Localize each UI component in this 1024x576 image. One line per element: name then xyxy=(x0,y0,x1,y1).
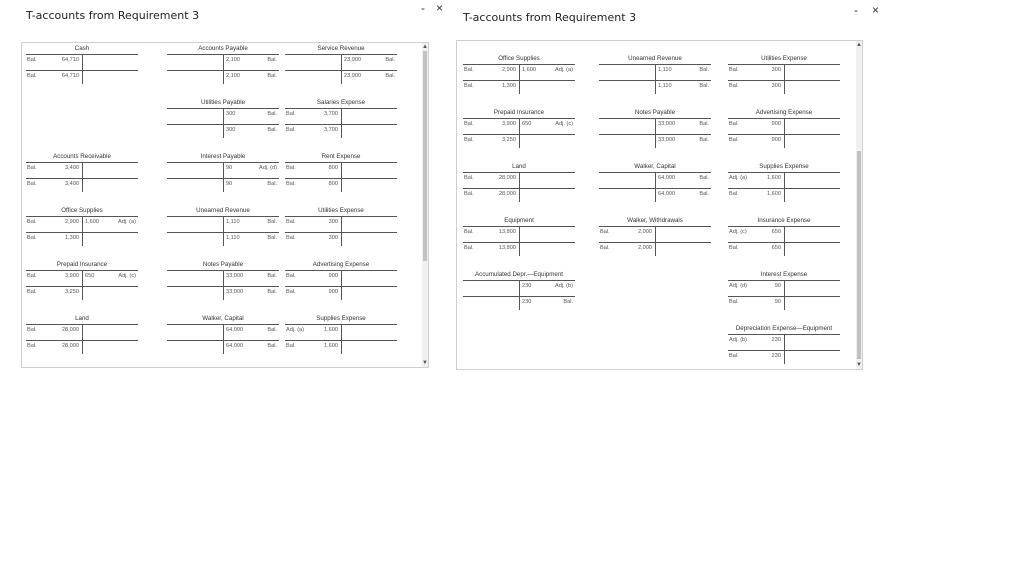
debit-amount: 300 xyxy=(771,67,781,73)
credit-label: Bal. xyxy=(267,111,277,117)
debit-amount: 2,900 xyxy=(65,219,79,225)
debit-amount: 90 xyxy=(774,283,781,289)
t-account xyxy=(285,153,397,203)
debit-amount: 2,900 xyxy=(502,67,516,73)
credit-amount: 650 xyxy=(522,121,532,127)
t-account-title: Supplies Expense xyxy=(759,163,809,170)
t-account-divider xyxy=(223,324,224,354)
debit-amount: 1,600 xyxy=(324,343,338,349)
t-account-divider xyxy=(82,162,83,192)
debit-label: Bal. xyxy=(286,273,296,279)
balance-rule xyxy=(463,134,575,135)
credit-label: Bal. xyxy=(267,127,277,133)
debit-label: Bal. xyxy=(27,289,37,295)
t-account xyxy=(285,45,397,95)
credit-label: Adj. (a) xyxy=(554,67,573,73)
debit-amount: 900 xyxy=(328,273,338,279)
debit-label: Bal. xyxy=(27,181,37,187)
balance-rule xyxy=(167,232,279,233)
balance-rule xyxy=(26,340,138,341)
debit-amount: 3,700 xyxy=(324,127,338,133)
t-account-divider xyxy=(655,118,656,148)
t-account-divider xyxy=(341,108,342,138)
debit-label: Bal. xyxy=(729,353,739,359)
t-account xyxy=(167,45,279,95)
t-account-divider xyxy=(341,216,342,246)
t-account-divider xyxy=(223,162,224,192)
credit-amount: 2,100 xyxy=(226,73,240,79)
t-account-title: Service Revenue xyxy=(317,45,365,52)
t-account-divider xyxy=(784,64,785,94)
debit-amount: 13,800 xyxy=(498,245,516,251)
balance-rule xyxy=(285,124,397,125)
credit-amount: 1,600 xyxy=(85,219,99,225)
debit-amount: 3,400 xyxy=(65,165,79,171)
minimize-button[interactable]: - xyxy=(854,3,858,17)
t-account xyxy=(285,315,397,365)
debit-amount: 13,800 xyxy=(498,229,516,235)
credit-amount: 64,000 xyxy=(226,327,244,333)
scroll-thumb[interactable] xyxy=(857,151,861,359)
window-title: T-accounts from Requirement 3 xyxy=(26,9,200,22)
debit-amount: 1,600 xyxy=(767,191,781,197)
t-account xyxy=(728,271,840,321)
debit-amount: 1,600 xyxy=(324,327,338,333)
t-account-divider xyxy=(82,270,83,300)
balance-rule xyxy=(285,340,397,341)
debit-label: Bal. xyxy=(729,191,739,197)
balance-rule xyxy=(167,340,279,341)
debit-label: Bal. xyxy=(286,127,296,133)
debit-label: Bal. xyxy=(464,83,474,89)
t-account-divider xyxy=(82,54,83,84)
balance-rule xyxy=(599,80,711,81)
debit-label: Bal. xyxy=(286,181,296,187)
t-account xyxy=(26,261,138,311)
t-account-divider xyxy=(341,162,342,192)
debit-label: Bal. xyxy=(600,229,610,235)
t-account xyxy=(167,207,279,257)
scrollbar[interactable] xyxy=(856,41,862,369)
debit-amount: 3,900 xyxy=(65,273,79,279)
balance-rule xyxy=(167,124,279,125)
t-account xyxy=(285,99,397,149)
debit-amount: 900 xyxy=(771,137,781,143)
debit-amount: 28,000 xyxy=(498,175,516,181)
t-account xyxy=(599,109,711,159)
t-account-divider xyxy=(519,280,520,310)
t-account-title: Prepaid Insurance xyxy=(493,109,545,116)
t-account-title: Prepaid Insurance xyxy=(56,261,108,268)
debit-label: Bal. xyxy=(27,235,37,241)
t-account xyxy=(728,217,840,267)
t-account-title: Unearned Revenue xyxy=(628,55,682,62)
credit-amount: 33,000 xyxy=(226,289,244,295)
debit-amount: 28,000 xyxy=(498,191,516,197)
credit-label: Bal. xyxy=(699,191,709,197)
debit-amount: 800 xyxy=(328,165,338,171)
debit-amount: 64,710 xyxy=(61,73,79,79)
credit-amount: 90 xyxy=(226,165,233,171)
debit-label: Adj. (d) xyxy=(729,283,748,289)
debit-amount: 900 xyxy=(771,121,781,127)
debit-label: Bal. xyxy=(600,245,610,251)
t-account xyxy=(167,99,279,149)
t-account xyxy=(728,325,840,370)
t-account xyxy=(26,315,138,365)
t-account xyxy=(26,207,138,257)
scroll-down-icon[interactable]: ▼ xyxy=(422,360,428,366)
t-account-title: Walker, Capital xyxy=(634,163,676,170)
debit-amount: 800 xyxy=(328,181,338,187)
balance-rule xyxy=(26,232,138,233)
t-account-title: Salaries Expense xyxy=(316,99,366,106)
debit-amount: 650 xyxy=(771,245,781,251)
credit-amount: 230 xyxy=(522,283,532,289)
credit-label: Bal. xyxy=(563,299,573,305)
t-account-title: Office Supplies xyxy=(498,55,540,62)
balance-rule xyxy=(26,178,138,179)
t-account-title: Utilities Payable xyxy=(200,99,246,106)
balance-rule xyxy=(167,178,279,179)
debit-amount: 1,300 xyxy=(65,235,79,241)
t-account-title: Land xyxy=(75,315,89,322)
debit-label: Bal. xyxy=(729,299,739,305)
t-account-title: Unearned Revenue xyxy=(196,207,250,214)
t-account-divider xyxy=(784,280,785,310)
balance-rule xyxy=(463,242,575,243)
balance-rule xyxy=(599,134,711,135)
credit-amount: 300 xyxy=(226,127,236,133)
debit-amount: 3,900 xyxy=(502,121,516,127)
debit-label: Adj. (a) xyxy=(729,175,748,181)
balance-rule xyxy=(463,296,575,297)
t-account xyxy=(26,153,138,203)
t-account-title: Utilities Expense xyxy=(318,207,364,214)
balance-rule xyxy=(728,80,840,81)
t-account-title: Accounts Receivable xyxy=(53,153,111,160)
t-account-divider xyxy=(223,216,224,246)
balance-rule xyxy=(599,188,711,189)
balance-rule xyxy=(463,80,575,81)
t-account-title: Insurance Expense xyxy=(757,217,811,224)
balance-rule xyxy=(167,286,279,287)
debit-label: Bal. xyxy=(27,327,37,333)
debit-amount: 230 xyxy=(771,353,781,359)
credit-label: Bal. xyxy=(699,137,709,143)
credit-amount: 2,100 xyxy=(226,57,240,63)
credit-amount: 23,900 xyxy=(344,73,362,79)
t-account xyxy=(285,207,397,257)
debit-amount: 64,710 xyxy=(61,57,79,63)
credit-amount: 1,110 xyxy=(226,219,240,225)
t-account xyxy=(463,109,575,159)
t-account-divider xyxy=(341,324,342,354)
t-account-title: Depreciation Expense—Equipment xyxy=(735,325,833,332)
t-account-divider xyxy=(223,108,224,138)
debit-label: Bal. xyxy=(464,191,474,197)
debit-amount: 2,000 xyxy=(638,229,652,235)
credit-amount: 33,000 xyxy=(658,121,676,127)
balance-rule xyxy=(728,134,840,135)
t-account-title: Utilities Expense xyxy=(761,55,807,62)
t-account-divider xyxy=(655,226,656,256)
t-account-divider xyxy=(519,172,520,202)
debit-label: Bal. xyxy=(464,229,474,235)
scroll-up-icon[interactable]: ▲ xyxy=(422,44,428,50)
debit-amount: 3,700 xyxy=(324,111,338,117)
credit-amount: 33,000 xyxy=(226,273,244,279)
credit-label: Bal. xyxy=(699,121,709,127)
credit-amount: 1,600 xyxy=(522,67,536,73)
scrollbar[interactable] xyxy=(422,43,428,367)
credit-amount: 650 xyxy=(85,273,95,279)
debit-label: Bal. xyxy=(286,289,296,295)
t-account xyxy=(463,55,575,105)
balance-rule xyxy=(728,188,840,189)
credit-label: Bal. xyxy=(699,83,709,89)
debit-label: Bal. xyxy=(729,121,739,127)
credit-label: Bal. xyxy=(267,289,277,295)
debit-label: Bal. xyxy=(27,273,37,279)
t-account xyxy=(728,163,840,213)
minimize-button[interactable]: - xyxy=(421,1,425,15)
debit-amount: 300 xyxy=(328,235,338,241)
t-account xyxy=(599,163,711,213)
t-account xyxy=(463,217,575,267)
debit-amount: 1,600 xyxy=(767,175,781,181)
credit-amount: 230 xyxy=(522,299,532,305)
balance-rule xyxy=(167,70,279,71)
t-account-divider xyxy=(655,172,656,202)
credit-label: Bal. xyxy=(267,273,277,279)
t-account-divider xyxy=(784,118,785,148)
t-account-title: Notes Payable xyxy=(202,261,244,268)
debit-label: Bal. xyxy=(27,73,37,79)
credit-label: Adj. (c) xyxy=(555,121,573,127)
credit-amount: 90 xyxy=(226,181,233,187)
t-account-divider xyxy=(519,64,520,94)
debit-amount: 3,400 xyxy=(65,181,79,187)
credit-amount: 64,000 xyxy=(658,191,676,197)
balance-rule xyxy=(463,188,575,189)
t-account-title: Land xyxy=(512,163,526,170)
balance-rule xyxy=(285,232,397,233)
debit-amount: 2,000 xyxy=(638,245,652,251)
debit-label: Bal. xyxy=(729,67,739,73)
t-accounts-panel[interactable] xyxy=(456,40,863,370)
debit-label: Bal. xyxy=(729,83,739,89)
credit-amount: 64,000 xyxy=(226,343,244,349)
balance-rule xyxy=(285,178,397,179)
t-account xyxy=(285,261,397,311)
t-account-title: Advertising Expense xyxy=(312,261,370,268)
credit-label: Adj. (b) xyxy=(554,283,573,289)
close-button[interactable]: × xyxy=(436,1,444,15)
debit-amount: 28,000 xyxy=(61,343,79,349)
debit-amount: 300 xyxy=(328,219,338,225)
debit-label: Adj. (a) xyxy=(286,327,305,333)
t-account xyxy=(167,315,279,365)
t-account-title: Cash xyxy=(74,45,90,52)
t-account-divider xyxy=(655,64,656,94)
credit-label: Bal. xyxy=(267,235,277,241)
credit-amount: 300 xyxy=(226,111,236,117)
t-account-divider xyxy=(341,270,342,300)
debit-label: Bal. xyxy=(286,219,296,225)
t-accounts-panel[interactable] xyxy=(21,42,429,368)
scroll-thumb[interactable] xyxy=(423,51,427,261)
t-account-divider xyxy=(223,54,224,84)
debit-amount: 3,250 xyxy=(502,137,516,143)
t-account-divider xyxy=(82,324,83,354)
t-account-title: Notes Payable xyxy=(634,109,676,116)
credit-amount: 64,000 xyxy=(658,175,676,181)
right-window xyxy=(452,0,892,380)
credit-label: Bal. xyxy=(385,73,395,79)
debit-label: Bal. xyxy=(27,343,37,349)
t-account-divider xyxy=(82,216,83,246)
t-account-title: Walker, Withdrawals xyxy=(627,217,683,224)
debit-amount: 3,250 xyxy=(65,289,79,295)
debit-label: Adj. (b) xyxy=(729,337,748,343)
debit-label: Bal. xyxy=(286,111,296,117)
debit-label: Bal. xyxy=(27,219,37,225)
debit-label: Bal. xyxy=(286,235,296,241)
t-account xyxy=(728,109,840,159)
t-account-divider xyxy=(519,118,520,148)
balance-rule xyxy=(285,70,397,71)
debit-label: Adj. (c) xyxy=(729,229,747,235)
debit-label: Bal. xyxy=(464,121,474,127)
debit-label: Bal. xyxy=(464,67,474,73)
t-account-divider xyxy=(519,226,520,256)
balance-rule xyxy=(26,286,138,287)
left-window xyxy=(0,0,450,380)
debit-label: Bal. xyxy=(286,343,296,349)
credit-label: Bal. xyxy=(699,67,709,73)
credit-label: Adj. (d) xyxy=(258,165,277,171)
debit-amount: 900 xyxy=(328,289,338,295)
t-account xyxy=(599,217,711,267)
credit-label: Bal. xyxy=(267,219,277,225)
t-account-title: Accumulated Depr.—Equipment xyxy=(474,271,564,278)
t-account-title: Advertising Expense xyxy=(755,109,813,116)
balance-rule xyxy=(728,350,840,351)
debit-label: Bal. xyxy=(27,57,37,63)
t-account xyxy=(167,261,279,311)
t-account-divider xyxy=(784,172,785,202)
credit-amount: 33,000 xyxy=(658,137,676,143)
credit-amount: 1,110 xyxy=(658,83,672,89)
debit-label: Bal. xyxy=(464,175,474,181)
t-account xyxy=(463,163,575,213)
debit-amount: 90 xyxy=(774,299,781,305)
t-account xyxy=(599,55,711,105)
window-title: T-accounts from Requirement 3 xyxy=(463,11,637,24)
scroll-down-icon[interactable]: ▼ xyxy=(856,362,862,368)
credit-label: Bal. xyxy=(267,57,277,63)
t-account-title: Interest Payable xyxy=(200,153,246,160)
credit-amount: 1,110 xyxy=(658,67,672,73)
credit-amount: 23,900 xyxy=(344,57,362,63)
scroll-up-icon[interactable]: ▲ xyxy=(856,42,862,48)
balance-rule xyxy=(26,70,138,71)
t-account-title: Office Supplies xyxy=(61,207,103,214)
debit-label: Bal. xyxy=(286,165,296,171)
t-account-title: Interest Expense xyxy=(760,271,808,278)
balance-rule xyxy=(728,242,840,243)
debit-amount: 230 xyxy=(771,337,781,343)
close-button[interactable]: × xyxy=(872,3,880,17)
debit-label: Bal. xyxy=(464,137,474,143)
debit-label: Bal. xyxy=(27,165,37,171)
t-account-divider xyxy=(341,54,342,84)
t-account xyxy=(728,55,840,105)
balance-rule xyxy=(599,242,711,243)
balance-rule xyxy=(728,296,840,297)
credit-label: Adj. (a) xyxy=(117,219,136,225)
debit-label: Bal. xyxy=(729,245,739,251)
t-account-divider xyxy=(223,270,224,300)
t-account xyxy=(167,153,279,203)
credit-amount: 1,110 xyxy=(226,235,240,241)
t-account-title: Supplies Expense xyxy=(316,315,366,322)
t-account-title: Walker, Capital xyxy=(202,315,244,322)
t-account-divider xyxy=(784,226,785,256)
credit-label: Bal. xyxy=(267,181,277,187)
credit-label: Bal. xyxy=(267,327,277,333)
debit-label: Bal. xyxy=(464,245,474,251)
balance-rule xyxy=(285,286,397,287)
debit-amount: 28,000 xyxy=(61,327,79,333)
credit-label: Adj. (c) xyxy=(118,273,136,279)
t-account-divider xyxy=(784,334,785,364)
t-account-title: Accounts Payable xyxy=(198,45,248,52)
credit-label: Bal. xyxy=(385,57,395,63)
credit-label: Bal. xyxy=(267,343,277,349)
debit-amount: 300 xyxy=(771,83,781,89)
debit-label: Bal. xyxy=(729,137,739,143)
credit-label: Bal. xyxy=(267,73,277,79)
t-account xyxy=(26,45,138,95)
credit-label: Bal. xyxy=(699,175,709,181)
t-account-title: Rent Expense xyxy=(321,153,361,160)
t-account-title: Equipment xyxy=(504,217,534,224)
debit-amount: 1,300 xyxy=(502,83,516,89)
debit-amount: 650 xyxy=(771,229,781,235)
t-account xyxy=(463,271,575,321)
